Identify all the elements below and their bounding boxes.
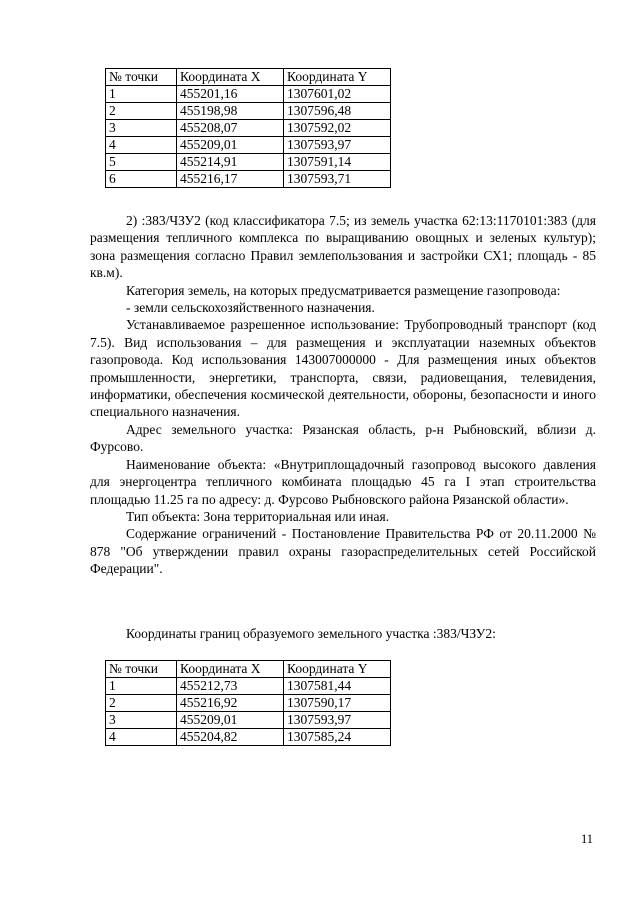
cell-y: 1307596,48 (284, 103, 391, 120)
coordinates-table-1 (105, 68, 391, 188)
table-header-row (106, 69, 391, 86)
cell-x: 455216,92 (177, 695, 284, 712)
paragraph-address: Адрес земельного участка: Рязанская область, р-н Рыбновский, вблизи д. Фурсово. (90, 421, 596, 455)
cell-point: 4 (106, 137, 177, 154)
column-header-x: Координата X (177, 661, 284, 678)
cell-x: 455216,17 (177, 171, 284, 188)
table-row (106, 154, 391, 171)
paragraph-object-name: Наименование объекта: «Внутриплощадочный газопровод высокого давления для энергоцентра тепличного комбината площадью 45 га I этап строительства площадью 11.25 га по адресу: д. Фурсово Рыбновского района Рязанской области». (90, 456, 596, 507)
column-header-y: Координата Y (284, 661, 391, 678)
cell-point: 3 (106, 120, 177, 137)
column-header-point: № точки (106, 69, 177, 86)
cell-y: 1307581,44 (284, 678, 391, 695)
cell-point: 6 (106, 171, 177, 188)
cell-point: 1 (106, 678, 177, 695)
table-row (106, 678, 391, 695)
cell-y: 1307585,24 (284, 729, 391, 746)
coordinates-table-2 (105, 660, 391, 746)
column-header-y: Координата Y (284, 69, 391, 86)
table-2-caption: Координаты границ образуемого земельного участка :383/ЧЗУ2: (126, 626, 496, 641)
table-row (106, 171, 391, 188)
table-row (106, 137, 391, 154)
cell-point: 2 (106, 695, 177, 712)
cell-point: 3 (106, 712, 177, 729)
body-text (90, 212, 596, 578)
cell-y: 1307593,71 (284, 171, 391, 188)
paragraph-land-category-value: - земли сельскохозяйственного назначения. (126, 300, 375, 316)
cell-x: 455209,01 (177, 712, 284, 729)
table-header-row (106, 661, 391, 678)
cell-y: 1307590,17 (284, 695, 391, 712)
column-header-point: № точки (106, 661, 177, 678)
cell-y: 1307601,02 (284, 86, 391, 103)
cell-y: 1307592,02 (284, 120, 391, 137)
cell-y: 1307591,14 (284, 154, 391, 171)
paragraph-plot-description: 2) :383/ЧЗУ2 (код классификатора 7.5; из земель участка 62:13:1170101:383 (для размещения тепличного комплекса по выращиванию овощных и зеленых культур); зона размещения согласно Правил землепользования и застройки СХ1; площадь - 85 кв.м). (90, 213, 596, 281)
cell-x: 455214,91 (177, 154, 284, 171)
table-row (106, 695, 391, 712)
cell-point: 1 (106, 86, 177, 103)
cell-point: 5 (106, 154, 177, 171)
table-row (106, 86, 391, 103)
cell-x: 455201,16 (177, 86, 284, 103)
paragraph-permitted-use: Устанавливаемое разрешенное использование: Трубопроводный транспорт (код 7.5). Вид использования – для размещения и эксплуатации наземных объектов газопровода. Код использования 143007000000 - Для размещения иных объектов промышленности, энергетики, транспорта, связи, радиовещания, телевидения, информатики, обеспечения космической деятельности, обороны, безопасности и иного специального назначения. (90, 317, 596, 420)
page-number: 11 (581, 832, 594, 846)
cell-point: 2 (106, 103, 177, 120)
table-row (106, 120, 391, 137)
cell-x: 455204,82 (177, 729, 284, 746)
column-header-x: Координата X (177, 69, 284, 86)
paragraph-restrictions: Содержание ограничений - Постановление Правительства РФ от 20.11.2000 № 878 "Об утверждении правил охраны газораспределительных сетей Российской Федерации". (90, 526, 596, 577)
table-row (106, 712, 391, 729)
cell-x: 455209,01 (177, 137, 284, 154)
cell-y: 1307593,97 (284, 712, 391, 729)
cell-x: 455208,07 (177, 120, 284, 137)
cell-x: 455198,98 (177, 103, 284, 120)
table-row (106, 729, 391, 746)
table-row (106, 103, 391, 120)
cell-x: 455212,73 (177, 678, 284, 695)
cell-point: 4 (106, 729, 177, 746)
cell-y: 1307593,97 (284, 137, 391, 154)
paragraph-land-category: Категория земель, на которых предусматривается размещение газопровода: (126, 282, 561, 298)
paragraph-object-type: Тип объекта: Зона территориальная или иная. (126, 508, 390, 524)
